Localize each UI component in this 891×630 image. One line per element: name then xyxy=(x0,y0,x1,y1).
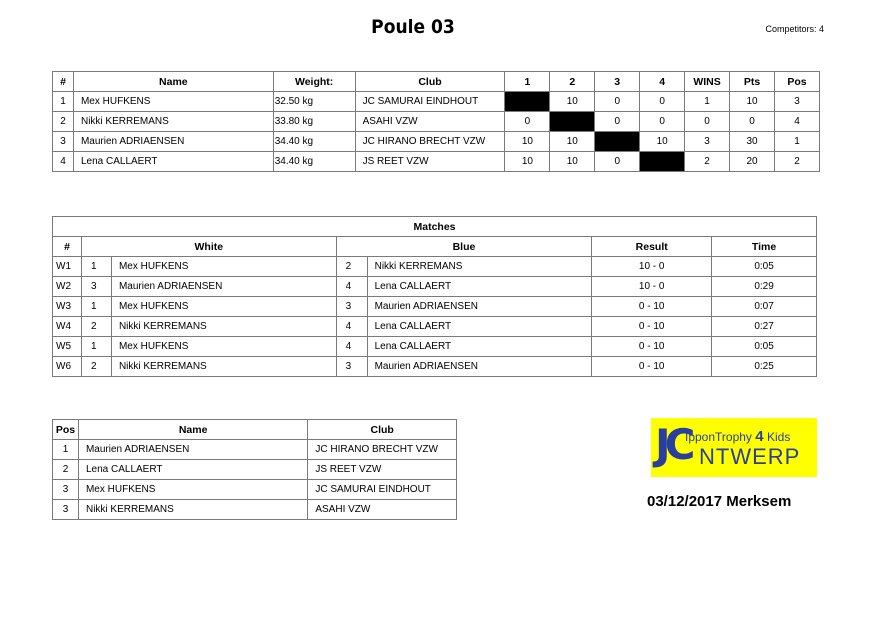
competitor-club: JC HIRANO BRECHT VZW xyxy=(355,132,505,152)
competitor-weight: 33.80 kg xyxy=(273,112,355,132)
competitor-weight: 34.40 kg xyxy=(273,152,355,172)
pool-header-row xyxy=(53,72,820,92)
match-time: 0:05 xyxy=(712,257,817,277)
blue-number: 3 xyxy=(336,297,367,317)
ranking-pos: 3 xyxy=(53,500,79,520)
logo-mark: JC xyxy=(655,420,690,469)
competitor-number: 3 xyxy=(53,132,74,152)
score-cell: 10 xyxy=(550,152,595,172)
competitor-weight: 32.50 kg xyxy=(273,92,355,112)
ranking-pos: 2 xyxy=(53,460,79,480)
white-number: 1 xyxy=(81,297,111,317)
table-row xyxy=(53,500,457,520)
competitor-number: 4 xyxy=(53,152,74,172)
matches-col-time: Time xyxy=(712,237,817,257)
table-row xyxy=(53,112,820,132)
pool-col-3: 3 xyxy=(595,72,640,92)
ranking-col-club: Club xyxy=(308,420,457,440)
logo-line1: IpponTrophy 4 Kids xyxy=(685,428,791,445)
table-row xyxy=(53,132,820,152)
score-cell: 0 xyxy=(640,112,685,132)
white-number: 1 xyxy=(81,257,111,277)
blue-number: 2 xyxy=(336,257,367,277)
ranking-club: ASAHI VZW xyxy=(308,500,457,520)
score-cell: 10 xyxy=(550,92,595,112)
pts-cell: 0 xyxy=(730,112,775,132)
pts-cell: 10 xyxy=(730,92,775,112)
pool-col-pts: Pts xyxy=(730,72,775,92)
competitor-number: 1 xyxy=(53,92,74,112)
pos-cell: 1 xyxy=(774,132,819,152)
matches-header-row xyxy=(53,237,817,257)
table-row xyxy=(53,440,457,460)
self-cell xyxy=(505,92,550,112)
competitor-name: Lena CALLAERT xyxy=(73,152,273,172)
pos-cell: 2 xyxy=(774,152,819,172)
tournament-logo xyxy=(651,418,817,477)
competitor-name: Mex HUFKENS xyxy=(73,92,273,112)
pool-col-name: Name xyxy=(73,72,273,92)
table-row xyxy=(53,480,457,500)
score-cell: 0 xyxy=(505,112,550,132)
self-cell xyxy=(550,112,595,132)
score-cell: 0 xyxy=(640,92,685,112)
match-id: W6 xyxy=(53,357,82,377)
blue-name: Maurien ADRIAENSEN xyxy=(367,297,592,317)
match-time: 0:07 xyxy=(712,297,817,317)
ranking-name: Nikki KERREMANS xyxy=(78,500,307,520)
self-cell xyxy=(640,152,685,172)
pool-col-pos: Pos xyxy=(774,72,819,92)
score-cell: 10 xyxy=(550,132,595,152)
pool-col-wins: WINS xyxy=(685,72,730,92)
ranking-pos: 3 xyxy=(53,480,79,500)
score-cell: 10 xyxy=(505,132,550,152)
table-row xyxy=(53,152,820,172)
match-result: 0 - 10 xyxy=(592,337,712,357)
wins-cell: 1 xyxy=(685,92,730,112)
white-name: Nikki KERREMANS xyxy=(111,357,336,377)
match-id: W5 xyxy=(53,337,82,357)
competitor-club: JC SAMURAI EINDHOUT xyxy=(355,92,505,112)
ranking-col-name: Name xyxy=(78,420,307,440)
match-result: 0 - 10 xyxy=(592,317,712,337)
competitor-name: Nikki KERREMANS xyxy=(73,112,273,132)
matches-col-blue: Blue xyxy=(336,237,592,257)
competitor-club: JS REET VZW xyxy=(355,152,505,172)
match-result: 10 - 0 xyxy=(592,277,712,297)
pool-col-club: Club xyxy=(355,72,505,92)
pts-cell: 30 xyxy=(730,132,775,152)
pool-col-4: 4 xyxy=(640,72,685,92)
match-time: 0:05 xyxy=(712,337,817,357)
ranking-name: Lena CALLAERT xyxy=(78,460,307,480)
ranking-club: JC SAMURAI EINDHOUT xyxy=(308,480,457,500)
pool-col-weight: Weight: xyxy=(273,72,355,92)
matches-title: Matches xyxy=(53,217,817,237)
table-row xyxy=(53,317,817,337)
score-cell: 10 xyxy=(640,132,685,152)
table-row xyxy=(53,257,817,277)
match-time: 0:29 xyxy=(712,277,817,297)
blue-number: 4 xyxy=(336,317,367,337)
pts-cell: 20 xyxy=(730,152,775,172)
pool-col-num: # xyxy=(53,72,74,92)
match-result: 10 - 0 xyxy=(592,257,712,277)
match-time: 0:25 xyxy=(712,357,817,377)
table-row xyxy=(53,460,457,480)
match-id: W2 xyxy=(53,277,82,297)
blue-name: Lena CALLAERT xyxy=(367,277,592,297)
ranking-header-row xyxy=(53,420,457,440)
blue-number: 4 xyxy=(336,337,367,357)
pos-cell: 4 xyxy=(774,112,819,132)
match-result: 0 - 10 xyxy=(592,357,712,377)
competitor-number: 2 xyxy=(53,112,74,132)
white-name: Maurien ADRIAENSEN xyxy=(111,277,336,297)
white-number: 2 xyxy=(81,357,111,377)
white-number: 2 xyxy=(81,317,111,337)
white-name: Nikki KERREMANS xyxy=(111,317,336,337)
score-cell: 0 xyxy=(595,152,640,172)
table-row xyxy=(53,277,817,297)
pool-table xyxy=(52,71,820,172)
blue-number: 4 xyxy=(336,277,367,297)
pos-cell: 3 xyxy=(774,92,819,112)
matches-table xyxy=(52,216,817,377)
wins-cell: 0 xyxy=(685,112,730,132)
page-title: Poule 03 xyxy=(371,16,455,38)
ranking-club: JC HIRANO BRECHT VZW xyxy=(308,440,457,460)
match-result: 0 - 10 xyxy=(592,297,712,317)
ranking-pos: 1 xyxy=(53,440,79,460)
match-id: W4 xyxy=(53,317,82,337)
white-number: 3 xyxy=(81,277,111,297)
matches-col-result: Result xyxy=(592,237,712,257)
pool-col-1: 1 xyxy=(505,72,550,92)
ranking-col-pos: Pos xyxy=(53,420,79,440)
table-row xyxy=(53,297,817,317)
score-cell: 0 xyxy=(595,92,640,112)
wins-cell: 3 xyxy=(685,132,730,152)
pool-col-2: 2 xyxy=(550,72,595,92)
white-number: 1 xyxy=(81,337,111,357)
competitor-club: ASAHI VZW xyxy=(355,112,505,132)
blue-name: Lena CALLAERT xyxy=(367,317,592,337)
blue-name: Nikki KERREMANS xyxy=(367,257,592,277)
white-name: Mex HUFKENS xyxy=(111,337,336,357)
event-date-location: 03/12/2017 Merksem xyxy=(647,493,792,510)
blue-name: Maurien ADRIAENSEN xyxy=(367,357,592,377)
blue-name: Lena CALLAERT xyxy=(367,337,592,357)
self-cell xyxy=(595,132,640,152)
competitor-name: Maurien ADRIAENSEN xyxy=(73,132,273,152)
score-cell: 0 xyxy=(595,112,640,132)
match-time: 0:27 xyxy=(712,317,817,337)
ranking-name: Maurien ADRIAENSEN xyxy=(78,440,307,460)
table-row xyxy=(53,92,820,112)
match-id: W1 xyxy=(53,257,82,277)
ranking-table xyxy=(52,419,457,520)
white-name: Mex HUFKENS xyxy=(111,257,336,277)
table-row xyxy=(53,337,817,357)
table-row xyxy=(53,357,817,377)
wins-cell: 2 xyxy=(685,152,730,172)
match-id: W3 xyxy=(53,297,82,317)
logo-line2: NTWERP xyxy=(699,444,801,469)
white-name: Mex HUFKENS xyxy=(111,297,336,317)
competitor-weight: 34.40 kg xyxy=(273,132,355,152)
score-cell: 10 xyxy=(505,152,550,172)
blue-number: 3 xyxy=(336,357,367,377)
matches-col-num: # xyxy=(53,237,82,257)
competitors-count: Competitors: 4 xyxy=(765,24,824,34)
matches-col-white: White xyxy=(81,237,336,257)
ranking-name: Mex HUFKENS xyxy=(78,480,307,500)
ranking-club: JS REET VZW xyxy=(308,460,457,480)
